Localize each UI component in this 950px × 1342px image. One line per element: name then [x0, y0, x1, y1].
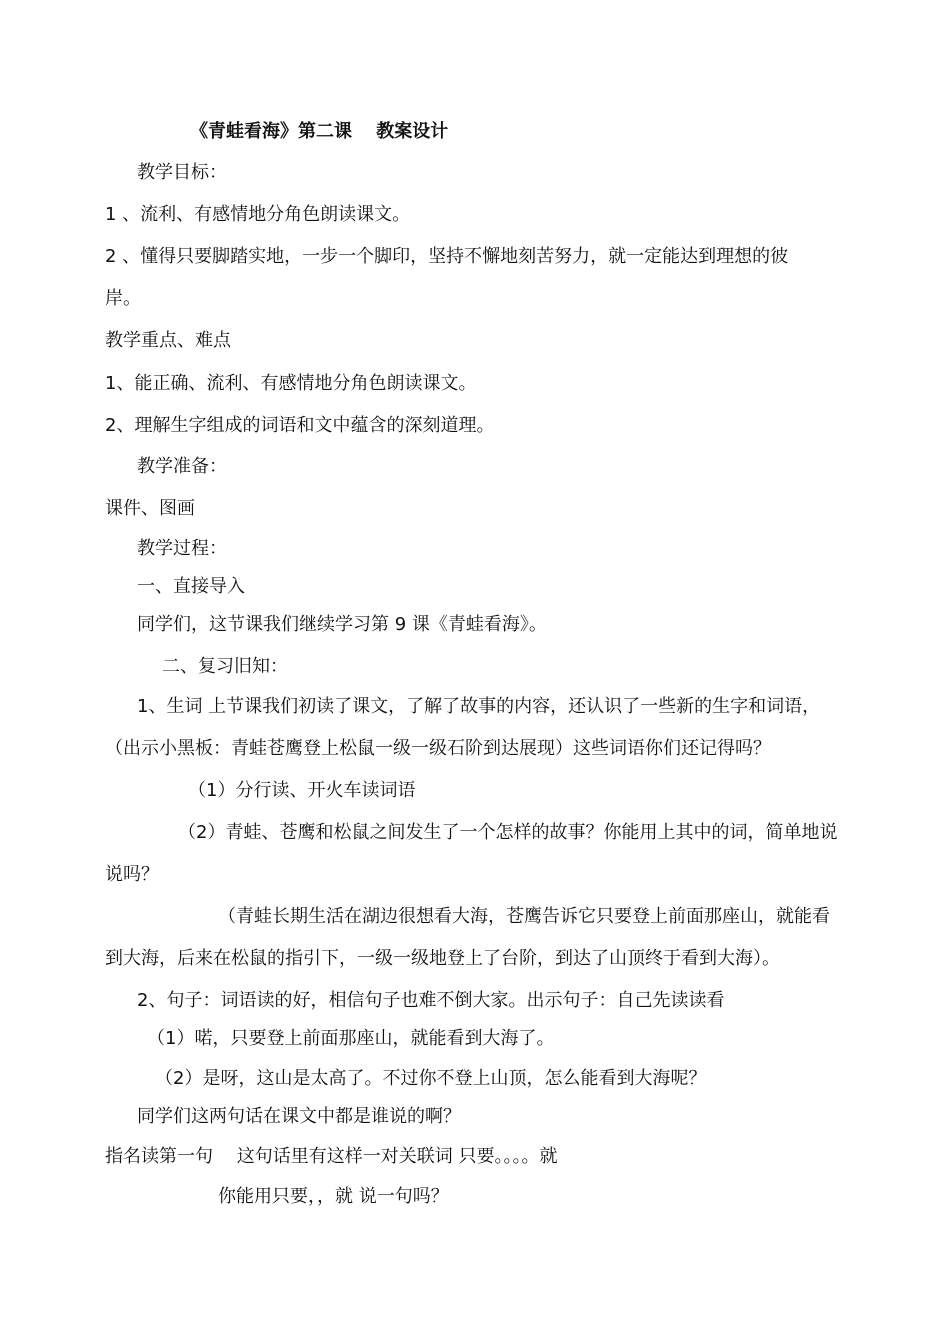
text-line: （2）是呀，这山是太高了。不过你不登上山顶，怎么能看到大海呢？ [155, 1068, 707, 1089]
document-title: 《青蛙看海》第二课 教案设计 [190, 121, 449, 142]
text-line: 你能用只要，，就 说一句吗？ [218, 1186, 449, 1207]
text-line: 1 、流利、有感情地分角色朗读课文。 [105, 204, 411, 225]
text-line: （1）分行读、开火车读词语 [188, 780, 416, 801]
section-heading-key-points: 教学重点、难点 [105, 330, 231, 351]
text-line: 2、理解生字组成的词语和文中蕴含的深刻道理。 [105, 415, 495, 436]
text-line: 到大海，后来在松鼠的指引下，一级一级地登上了台阶，到达了山顶终于看到大海）。 [105, 948, 780, 969]
section-heading-preparation: 教学准备： [137, 456, 227, 477]
text-line: 2、句子：词语读的好，相信句子也难不倒大家。出示句子：自己先读读看 [137, 990, 725, 1011]
text-line: 课件、图画 [105, 498, 195, 519]
subsection-heading: 一、直接导入 [137, 576, 245, 597]
section-heading-process: 教学过程： [137, 538, 227, 559]
text-line: （出示小黑板：青蛙苍鹰登上松鼠一级一级石阶到达展现）这些词语你们还记得吗？ [105, 738, 771, 759]
text-line: （1）喏，只要登上前面那座山，就能看到大海了。 [147, 1028, 555, 1049]
section-heading-objectives: 教学目标： [137, 162, 227, 183]
text-line: 同学们，这节课我们继续学习第 9 课《青蛙看海》。 [137, 614, 547, 635]
text-line: 1、生词 上节课我们初读了课文，了解了故事的内容，还认识了一些新的生字和词语， [137, 696, 821, 717]
subsection-heading: 二、复习旧知： [162, 656, 288, 677]
text-line: 2 、懂得只要脚踏实地，一步一个脚印，坚持不懈地刻苦努力，就一定能达到理想的彼 [105, 246, 789, 267]
text-line: （青蛙长期生活在湖边很想看大海，苍鹰告诉它只要登上前面那座山，就能看 [218, 906, 830, 927]
text-line: （2）青蛙、苍鹰和松鼠之间发生了一个怎样的故事？你能用上其中的词，简单地说 [178, 822, 838, 843]
text-line: 指名读第一句 这句话里有这样一对关联词 只要。。。。就 [105, 1146, 558, 1167]
text-line: 1、能正确、流利、有感情地分角色朗读课文。 [105, 373, 477, 394]
text-line: 同学们这两句话在课文中都是谁说的啊？ [137, 1106, 461, 1127]
text-line: 说吗？ [105, 864, 159, 885]
text-line: 岸。 [105, 288, 141, 309]
